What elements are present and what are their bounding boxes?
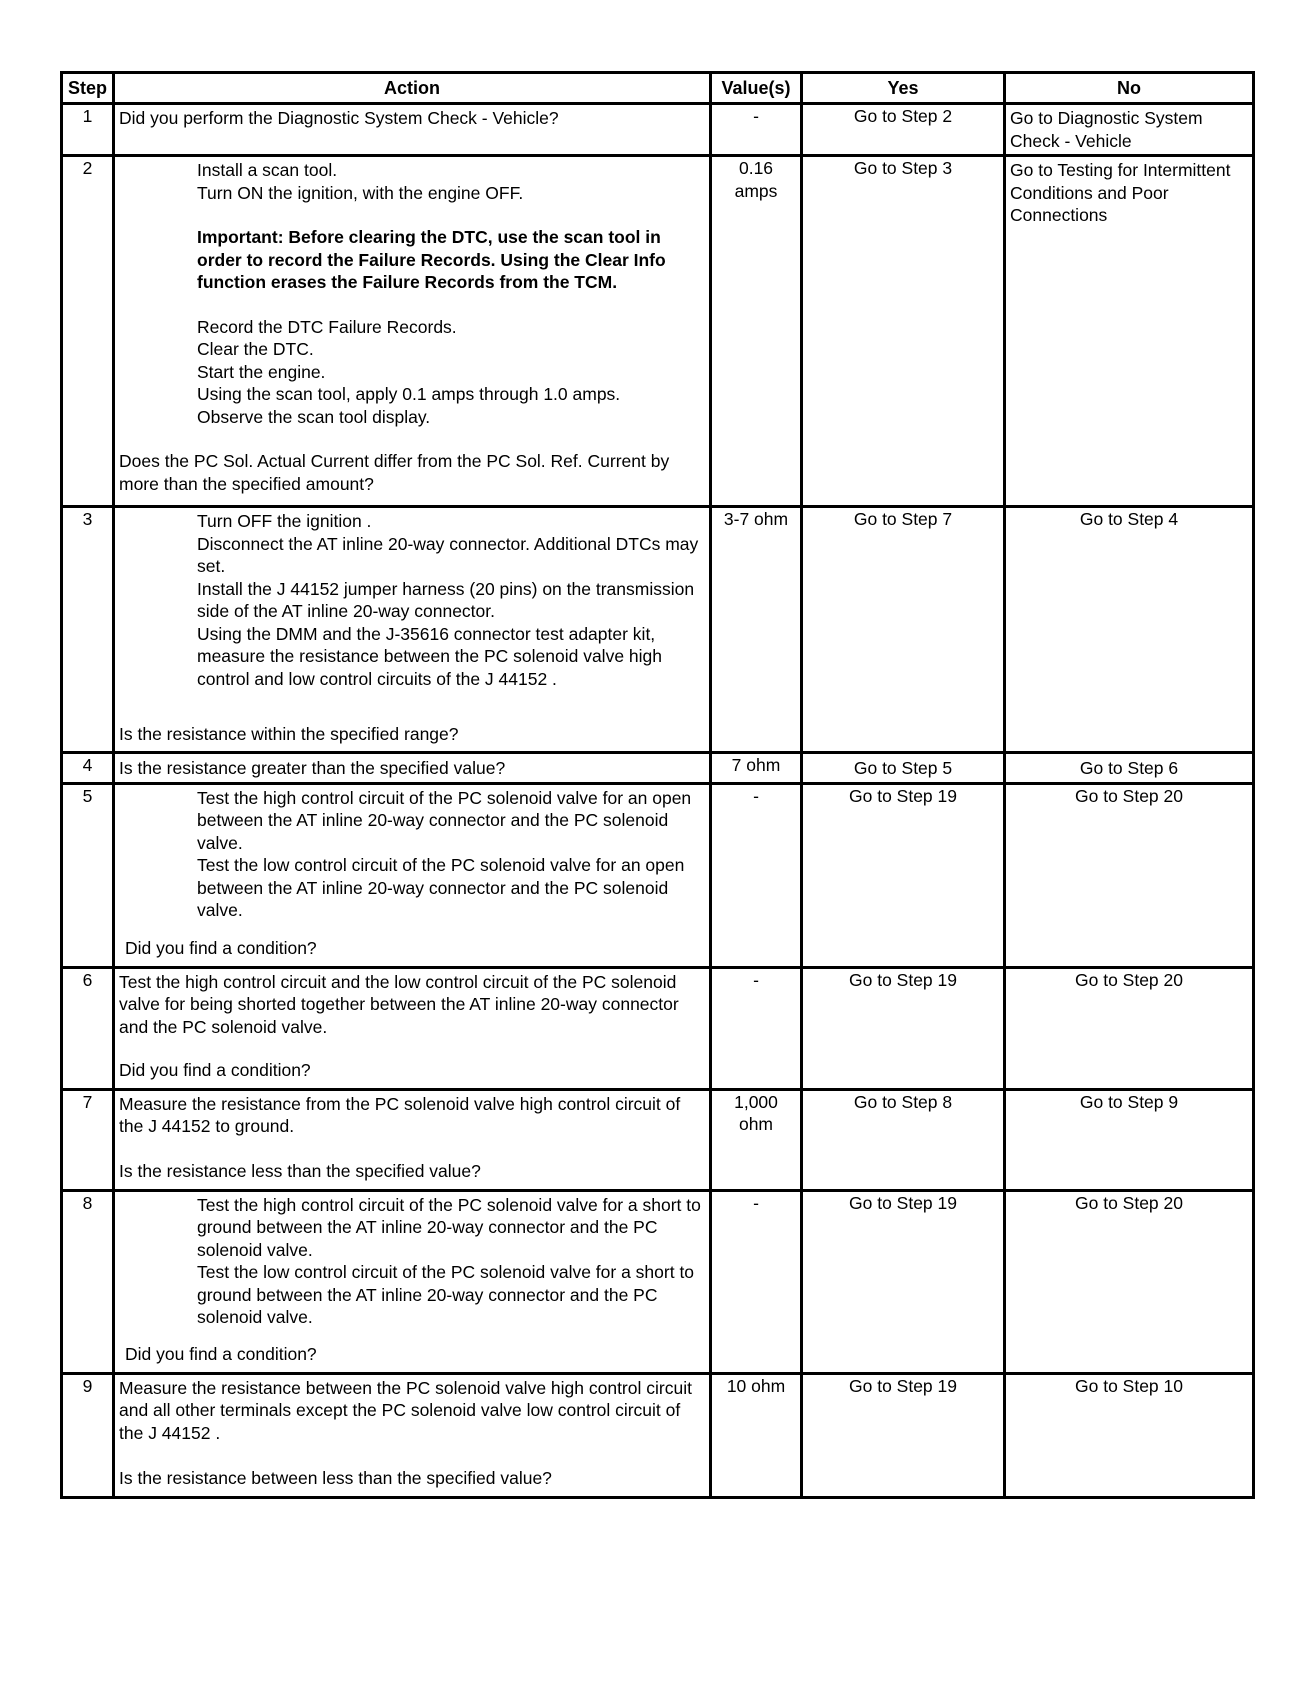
no-text: Go to Testing for Intermittent Conditions and Poor Connections bbox=[1010, 160, 1231, 225]
question-text: Is the resistance greater than the specified value? bbox=[119, 758, 506, 778]
question-text: Did you perform the Diagnostic System Check - Vehicle? bbox=[119, 108, 559, 128]
header-values: Value(s) bbox=[711, 73, 802, 104]
table-row bbox=[62, 1190, 1254, 1373]
value-cell: 10 ohm bbox=[711, 1373, 802, 1497]
step-number: 6 bbox=[62, 967, 114, 1089]
yes-cell: Go to Step 7 bbox=[802, 507, 1005, 753]
no-cell: Go to Step 20 bbox=[1005, 1190, 1254, 1373]
instruction-line: Test the low control circuit of the PC solenoid valve for an open between the AT inline 20-way connector and the PC solenoid valve. bbox=[197, 855, 685, 920]
instruction-line: Install a scan tool. bbox=[197, 160, 338, 180]
instruction-line: Disconnect the AT inline 20-way connector. Additional DTCs may set. bbox=[197, 533, 699, 576]
question-text: Did you find a condition? bbox=[125, 1344, 317, 1364]
step-number: 7 bbox=[62, 1089, 114, 1190]
value-text: 0.16 amps bbox=[734, 158, 778, 201]
action-cell bbox=[114, 1190, 711, 1373]
table-row bbox=[62, 753, 1254, 784]
no-cell: Go to Step 6 bbox=[1005, 753, 1254, 784]
header-yes: Yes bbox=[802, 73, 1005, 104]
step-number: 3 bbox=[62, 507, 114, 753]
action-cell bbox=[114, 156, 711, 507]
instruction-line: Test the high control circuit of the PC solenoid valve for a short to ground between the AT inline 20-way connector and the PC solenoid valve. bbox=[197, 1194, 701, 1260]
instruction-line: Start the engine. bbox=[197, 361, 326, 382]
table-row bbox=[62, 783, 1254, 967]
table-row bbox=[62, 104, 1254, 156]
step-number: 1 bbox=[62, 104, 114, 156]
action-cell bbox=[114, 1089, 711, 1190]
action-cell bbox=[114, 753, 711, 784]
value-cell: - bbox=[711, 104, 802, 156]
yes-cell: Go to Step 19 bbox=[802, 1373, 1005, 1497]
instruction-line: Install the J 44152 jumper harness (20 pins) on the transmission side of the AT inline 20-way connector. bbox=[197, 578, 695, 621]
action-cell bbox=[114, 507, 711, 753]
step-number: 2 bbox=[62, 156, 114, 507]
instruction-line: Test the high control circuit of the PC solenoid valve for an open between the AT inline 20-way connector and the PC solenoid valve. bbox=[197, 787, 692, 853]
question-text: Is the resistance between less than the specified value? bbox=[119, 1468, 552, 1488]
diagnostic-table bbox=[60, 71, 1255, 1499]
no-text: Go to Diagnostic System Check - Vehicle bbox=[1010, 108, 1203, 151]
table-row bbox=[62, 507, 1254, 753]
no-cell: Go to Step 20 bbox=[1005, 783, 1254, 967]
value-text: 1,000 ohm bbox=[734, 1091, 778, 1134]
question-text: Is the resistance less than the specified value? bbox=[119, 1161, 481, 1181]
header-no: No bbox=[1005, 73, 1254, 104]
value-cell: 3-7 ohm bbox=[711, 507, 802, 753]
value-cell: - bbox=[711, 783, 802, 967]
instruction-line: Test the low control circuit of the PC solenoid valve for a short to ground between the AT inline 20-way connector and the PC solenoid valve. bbox=[197, 1262, 695, 1327]
instruction-line: Turn OFF the ignition . bbox=[197, 511, 372, 531]
step-number: 4 bbox=[62, 753, 114, 784]
table-row bbox=[62, 1089, 1254, 1190]
instruction-text: Test the high control circuit and the low control circuit of the PC solenoid valve for being shorted together between the AT inline 20-way connector and the PC solenoid valve. bbox=[119, 971, 679, 1037]
table-row bbox=[62, 967, 1254, 1089]
yes-cell: Go to Step 19 bbox=[802, 783, 1005, 967]
header-step: Step bbox=[62, 73, 114, 104]
yes-cell: Go to Step 3 bbox=[802, 156, 1005, 507]
instruction-line: Record the DTC Failure Records. bbox=[197, 316, 457, 337]
question-text: Does the PC Sol. Actual Current differ from the PC Sol. Ref. Current by more than the specified amount? bbox=[119, 451, 670, 494]
header-action: Action bbox=[114, 73, 711, 104]
yes-cell: Go to Step 5 bbox=[802, 753, 1005, 784]
action-cell bbox=[114, 104, 711, 156]
question-text: Did you find a condition? bbox=[119, 1060, 311, 1080]
question-text: Is the resistance within the specified range? bbox=[119, 723, 459, 744]
no-cell: Go to Step 20 bbox=[1005, 967, 1254, 1089]
yes-cell: Go to Step 19 bbox=[802, 1190, 1005, 1373]
step-number: 8 bbox=[62, 1190, 114, 1373]
no-cell: Go to Step 10 bbox=[1005, 1373, 1254, 1497]
step-number: 5 bbox=[62, 783, 114, 967]
table-row bbox=[62, 156, 1254, 507]
value-cell: - bbox=[711, 967, 802, 1089]
action-cell bbox=[114, 783, 711, 967]
no-cell: Go to Step 9 bbox=[1005, 1089, 1254, 1190]
step-number: 9 bbox=[62, 1373, 114, 1497]
instruction-text: Measure the resistance from the PC solenoid valve high control circuit of the J 44152 to ground. bbox=[119, 1093, 681, 1136]
instruction-line: Using the scan tool, apply 0.1 amps through 1.0 amps. bbox=[197, 384, 621, 404]
yes-cell: Go to Step 8 bbox=[802, 1089, 1005, 1190]
action-cell bbox=[114, 967, 711, 1089]
value-cell bbox=[711, 1089, 802, 1190]
table-row bbox=[62, 1373, 1254, 1497]
question-text: Did you find a condition? bbox=[125, 938, 317, 958]
header-row bbox=[62, 73, 1254, 104]
value-cell: - bbox=[711, 1190, 802, 1373]
no-cell bbox=[1005, 104, 1254, 156]
instruction-text: Measure the resistance between the PC solenoid valve high control circuit and all other terminals except the PC solenoid valve low control circuit of the J 44152 . bbox=[119, 1377, 692, 1443]
yes-cell: Go to Step 19 bbox=[802, 967, 1005, 1089]
value-cell bbox=[711, 156, 802, 507]
action-cell bbox=[114, 1373, 711, 1497]
value-cell: 7 ohm bbox=[711, 753, 802, 784]
instruction-line: Clear the DTC. bbox=[197, 339, 314, 359]
no-cell bbox=[1005, 156, 1254, 507]
instruction-line: Using the DMM and the J-35616 connector test adapter kit, measure the resistance between the PC solenoid valve high control and low control circuits of the J 44152 . bbox=[197, 623, 662, 689]
instruction-line: Observe the scan tool display. bbox=[197, 406, 431, 427]
yes-cell: Go to Step 2 bbox=[802, 104, 1005, 156]
no-cell: Go to Step 4 bbox=[1005, 507, 1254, 753]
instruction-line: Turn ON the ignition, with the engine OFF. bbox=[197, 182, 524, 203]
important-note: Important: Before clearing the DTC, use the scan tool in order to record the Failure Records. Using the Clear Info function erases the Failure Records from the TCM. bbox=[197, 227, 666, 292]
